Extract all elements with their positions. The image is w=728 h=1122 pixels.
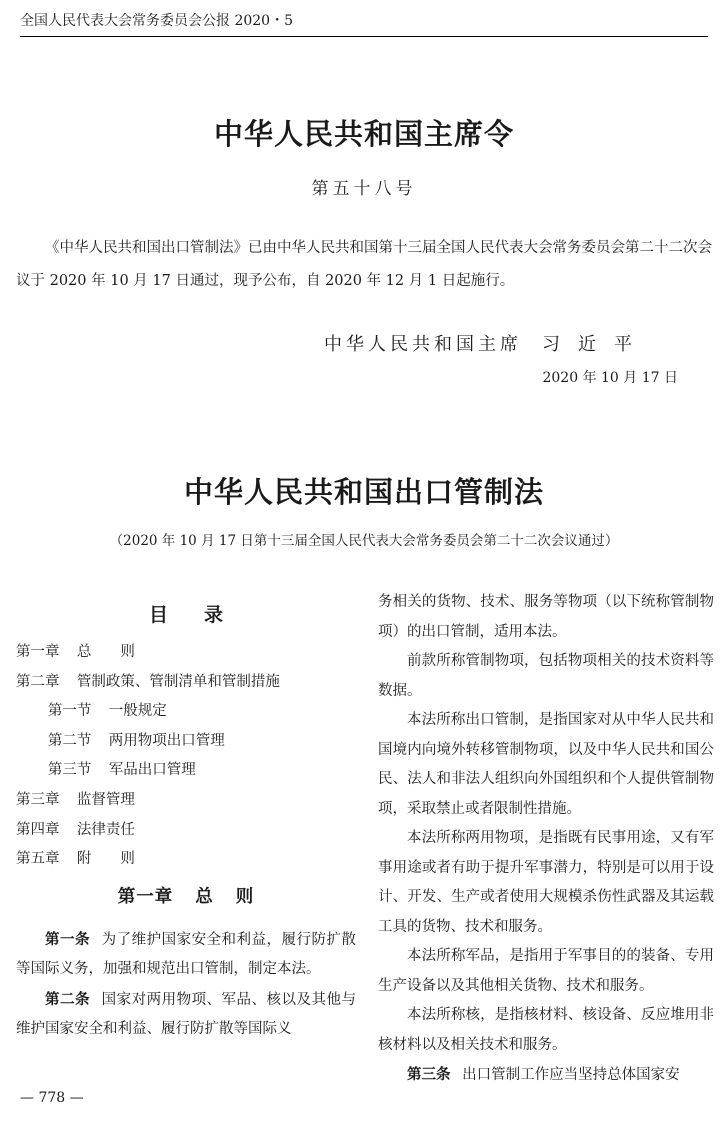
running-header: 全国人民代表大会常务委员会公报 2020・5	[20, 13, 293, 29]
paragraph: 务相关的货物、技术、服务等物项（以下统称管制物项）的出口管制，适用本法。	[378, 594, 714, 640]
article-3: 第三条 出口管制工作应当坚持总体国家安	[407, 1066, 680, 1083]
paragraph: 本法所称核，是指核材料、核设备、反应堆用非核材料以及相关技术和服务。	[378, 1007, 714, 1053]
signature-line	[324, 330, 650, 356]
paragraph: 前款所称管制物项，包括物项相关的技术资料等数据。	[378, 653, 714, 699]
signer-name: 习近平	[542, 334, 650, 355]
paragraph: 本法所称两用物项，是指既有民事用途，又有军事用途或者有助于提升军事潜力，特别是可以用于设计、开发、生产或者使用大规模杀伤性武器及其运载工具的货物、技术和服务。	[378, 830, 714, 935]
toc-item: 第一章 总 则	[16, 644, 135, 660]
toc-item: 第三章 监督管理	[16, 791, 135, 808]
article-1: 第一条 为了维护国家安全和利益，履行防扩散等国际义务，加强和规范出口管制，制定本法。	[16, 930, 357, 978]
toc-item: 第一节 一般规定	[47, 703, 167, 720]
decree-body: 《中华人民共和国出口管制法》已由中华人民共和国第十三届全国人民代表大会常务委员会第二十二次会议于 2020 年 10 月 17 日通过，现予公布，自 2020 年 12 月 1 日起施行。	[16, 240, 712, 289]
right-column	[378, 588, 714, 1091]
decree-title: 中华人民共和国主席令	[213, 117, 514, 151]
adoption-note: （2020 年 10 月 17 日第十三届全国人民代表大会常务委员会第二十二次会议通过）	[109, 533, 619, 549]
signer-title: 中华人民共和国主席	[324, 334, 522, 355]
toc-item: 第四章 法律责任	[16, 821, 135, 838]
page-number: — 778 —	[20, 1090, 84, 1106]
law-title: 中华人民共和国出口管制法	[183, 475, 544, 509]
toc-heading: 目录	[148, 604, 259, 626]
toc-item: 第三节 军品出口管理	[47, 762, 196, 779]
left-column	[16, 598, 356, 1045]
paragraph: 本法所称军品，是指用于军事目的的装备、专用生产设备以及其他相关货物、技术和服务。	[378, 948, 714, 994]
decree-date: 2020 年 10 月 17 日	[542, 370, 678, 386]
toc-item: 第二节 两用物项出口管理	[47, 732, 225, 749]
header-divider	[20, 36, 708, 37]
toc-item: 第五章 附 则	[16, 851, 135, 868]
chapter-heading: 第一章 总 则	[117, 886, 255, 907]
decree-number: 第五十八号	[311, 179, 417, 199]
toc-item: 第二章 管制政策、管制清单和管制措施	[16, 673, 280, 690]
paragraph: 本法所称出口管制，是指国家对从中华人民共和国境内向境外转移管制物项，以及中华人民共和国公民、法人和非法人组织向外国组织和个人提供管制物项，采取禁止或者限制性措施。	[378, 712, 714, 817]
article-2: 第二条 国家对两用物项、军品、核以及其他与维护国家安全和利益、履行防扩散等国际义	[16, 990, 357, 1038]
